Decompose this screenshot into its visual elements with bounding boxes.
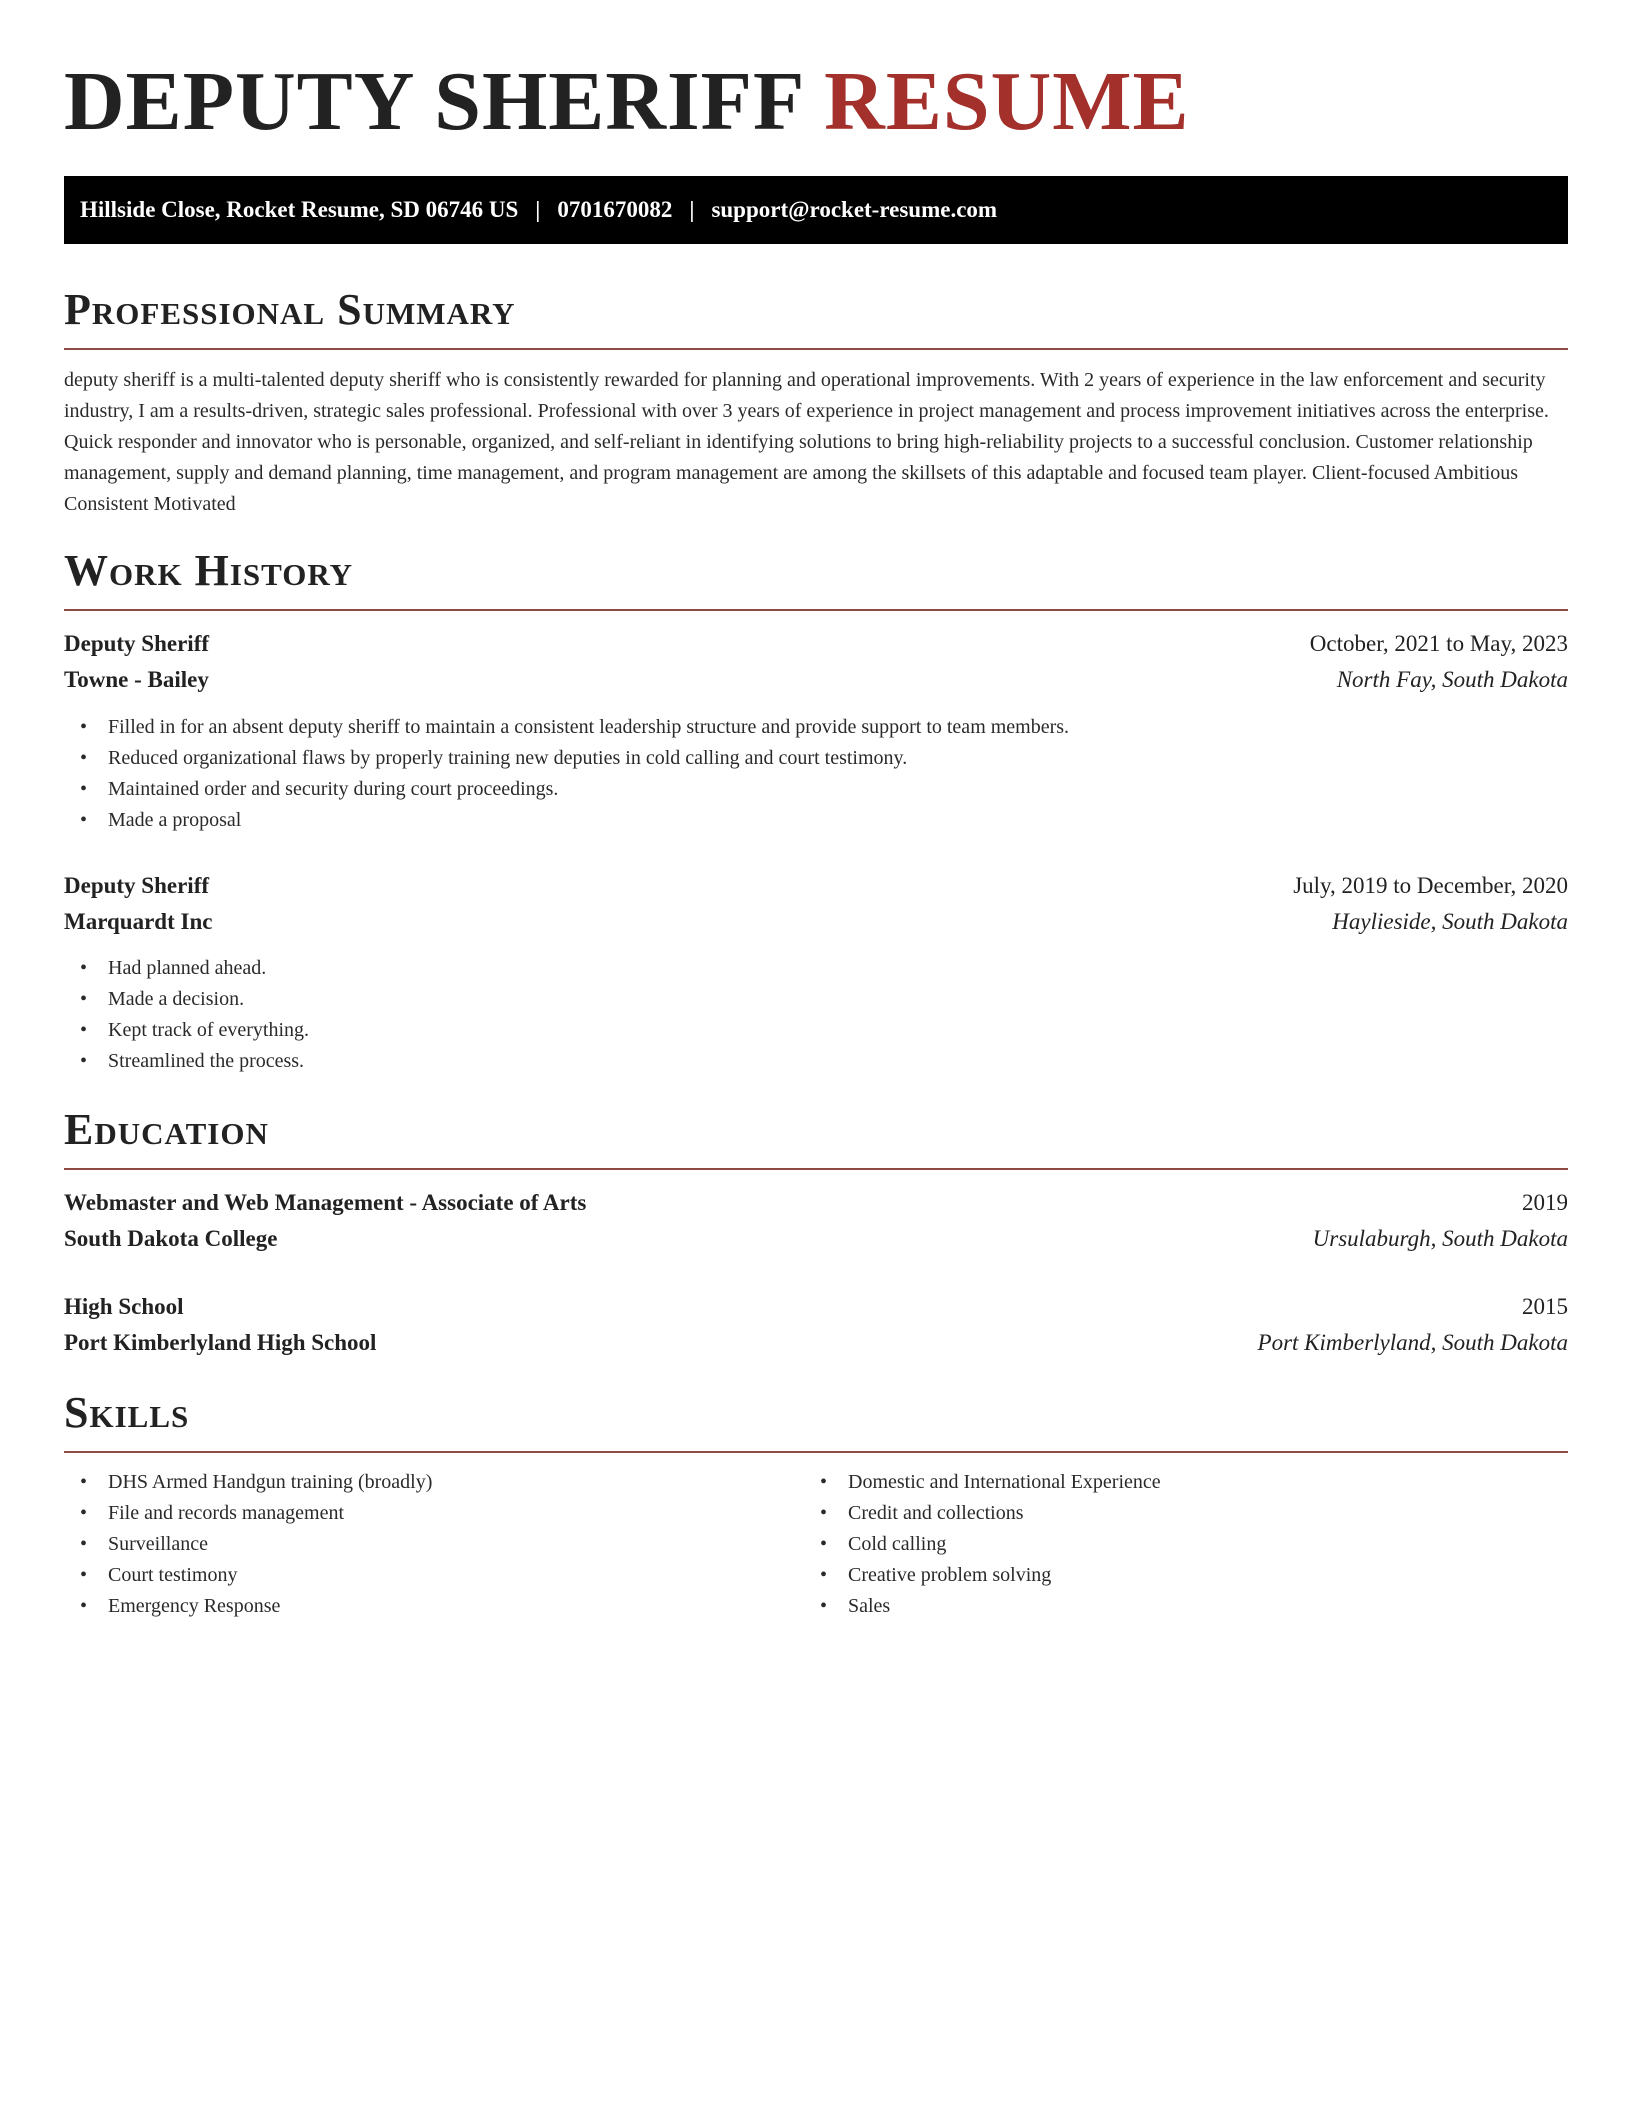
job-dates: October, 2021 to May, 2023 [1309, 631, 1568, 656]
skill-item: • Surveillance [64, 1529, 432, 1560]
skill-item: • Sales [804, 1591, 1161, 1622]
education-school: Port Kimberlyland High School [64, 1330, 377, 1355]
contact-phone: 0701670082 [557, 197, 673, 222]
list-item: • Made a decision. [64, 984, 309, 1015]
job-title: Deputy Sheriff [64, 631, 210, 656]
work-history-heading: Work History [64, 546, 354, 595]
contact-address: Hillside Close, Rocket Resume, SD 06746 US [80, 197, 519, 222]
job-duties-list [64, 953, 309, 1077]
list-item: • Maintained order and security during court proceedings. [64, 774, 1069, 805]
summary-divider [64, 348, 1568, 350]
contact-email[interactable]: support@rocket-resume.com [711, 197, 998, 222]
education-header [64, 1186, 1568, 1220]
education-school: South Dakota College [64, 1226, 278, 1251]
list-item: • Filled in for an absent deputy sheriff to maintain a consistent leadership structure and provide support to team members. [64, 712, 1069, 743]
job-subheader [64, 663, 1568, 697]
contact-separator: | [535, 197, 541, 222]
skill-item: • File and records management [64, 1498, 432, 1529]
education-subheader [64, 1326, 1568, 1360]
education-location: Port Kimberlyland, South Dakota [1257, 1330, 1568, 1355]
education-year: 2019 [1522, 1190, 1568, 1215]
education-year: 2015 [1522, 1294, 1568, 1319]
job-duties-list [64, 712, 1069, 836]
list-item: • Had planned ahead. [64, 953, 309, 984]
job-company: Marquardt Inc [64, 909, 213, 934]
job-company: Towne - Bailey [64, 667, 209, 692]
list-item: • Made a proposal [64, 805, 1069, 836]
job-header [64, 627, 1568, 661]
title-accent: RESUME [824, 55, 1190, 148]
education-divider [64, 1168, 1568, 1170]
education-degree: Webmaster and Web Management - Associate of Arts [64, 1190, 587, 1215]
skills-list-left [64, 1467, 432, 1622]
resume-title [64, 52, 1190, 152]
job-location: North Fay, South Dakota [1336, 667, 1568, 692]
education-degree: High School [64, 1294, 184, 1319]
skill-item: • Emergency Response [64, 1591, 432, 1622]
title-main: DEPUTY SHERIFF [64, 55, 803, 148]
skill-item: • DHS Armed Handgun training (broadly) [64, 1467, 432, 1498]
summary-heading: Professional Summary [64, 285, 516, 334]
list-item: • Streamlined the process. [64, 1046, 309, 1077]
job-title: Deputy Sheriff [64, 873, 210, 898]
skills-list-right [804, 1467, 1161, 1622]
skill-item: • Court testimony [64, 1560, 432, 1591]
job-header [64, 869, 1568, 903]
education-heading: Education [64, 1105, 269, 1154]
education-location: Ursulaburgh, South Dakota [1312, 1226, 1568, 1251]
list-item: • Kept track of everything. [64, 1015, 309, 1046]
contact-bar [64, 176, 1568, 244]
job-dates: July, 2019 to December, 2020 [1293, 873, 1568, 898]
summary-text: deputy sheriff is a multi-talented deputy sheriff who is consistently rewarded for planning and operational improvements. With 2 years of experience in the law enforcement and security industry, I am a results-driven, strategic sales professional. Professional with over 3 years of experience in project management and process improvement initiatives across the enterprise. Quick responder and innovator who is personable, organized, and self-reliant in identifying solutions to bring high-reliability projects to a successful conclusion. Customer relationship management, supply and demand planning, time management, and program management are among the skillsets of this adaptable and focused team player. Client-focused Ambitious Consistent Motivated [64, 369, 1549, 515]
education-subheader [64, 1222, 1568, 1256]
skill-item: • Credit and collections [804, 1498, 1161, 1529]
skill-item: • Creative problem solving [804, 1560, 1161, 1591]
job-location: Haylieside, South Dakota [1332, 909, 1568, 934]
skill-item: • Cold calling [804, 1529, 1161, 1560]
skill-item: • Domestic and International Experience [804, 1467, 1161, 1498]
list-item: • Reduced organizational flaws by properly training new deputies in cold calling and court testimony. [64, 743, 1069, 774]
skills-heading: Skills [64, 1388, 190, 1437]
job-subheader [64, 905, 1568, 939]
work-history-divider [64, 609, 1568, 611]
contact-separator: | [689, 197, 695, 222]
skills-divider [64, 1451, 1568, 1453]
education-header [64, 1290, 1568, 1324]
